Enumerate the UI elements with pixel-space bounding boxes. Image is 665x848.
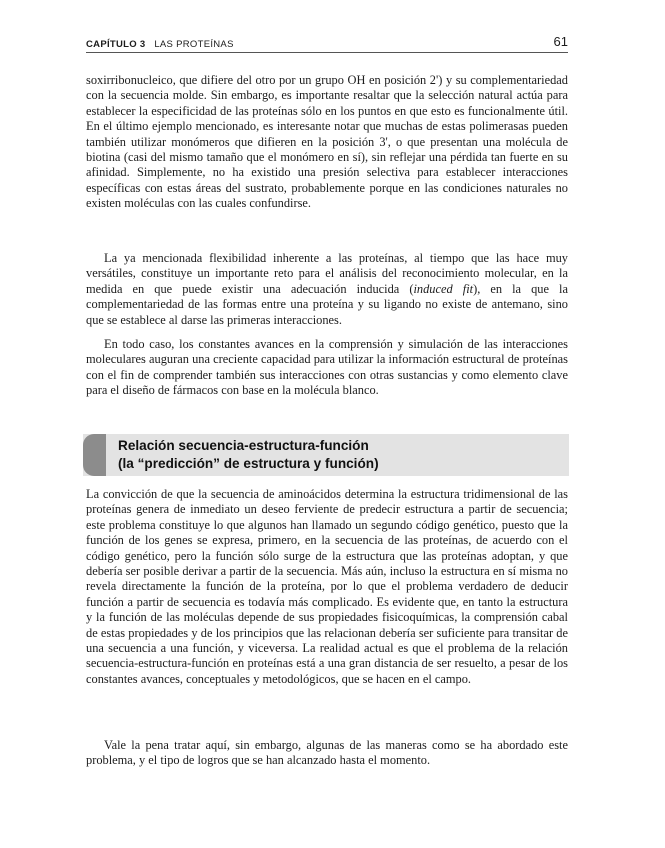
paragraph-1: soxirribonucleico, que difiere del otro por un grupo OH en posición 2') y su complementariedad con la secuencia molde. Sin embargo, es importante resaltar que la selección natural actúa para establecer la especificidad de las proteínas sólo en los puntos en que esto es funcionalmente útil. En el último ejemplo mencionado, es interesante notar que muchas de estas polimerasas pueden también utilizar monómeros que difieren en la posición 3', o que presentan una molécula de biotina (casi del mismo tamaño que el monómero en sí), sin reflejar una pérdida tan fuerte en su afinidad. Simplemente, no ha existido una presión selectiva para establecer interacciones específicas con estas áreas del sustrato, probablemente porque en las condiciones naturales no existen moléculas con las cuales confundirse. [86,73,568,211]
chapter-label: CAPÍTULO 3 [86,39,146,50]
paragraph-2-italic-term: induced fit [413,281,474,296]
section-heading [118,437,558,473]
paragraph-2 [86,251,568,328]
page-number: 61 [553,34,568,49]
paragraph-6: Vale la pena tratar aquí, sin embargo, algunas de las maneras como se ha abordado este problema, y el tipo de logros que se han alcanzado hasta el momento. [86,738,568,768]
page-header [86,32,568,53]
running-head [86,39,234,50]
section-heading-tab [83,434,106,476]
section-heading-line-1: Relación secuencia-estructura-función [118,438,369,453]
section-heading-line-2: (la “predicción” de estructura y función) [118,456,379,471]
paragraph-5: La convicción de que la secuencia de aminoácidos determina la estructura tridimensional de las proteínas genera de inmediato un deseo ferviente de predecir estructura a partir de secuencia; este problema constituye lo que algunos han llamado un segundo código genético, puesto que la función de los genes se expresa, primero, en la secuencia de las proteínas, de acuerdo con el código genético, pero la función sólo surge de la estructura que las proteínas adoptan, y que debería ser posible derivar a partir de la secuencia. Más aún, incluso la estructura en sí misma no revela directamente la función de la proteína, por lo que el problema verdadero de deducir función a partir de secuencia es todavía más complicado. Es evidente que, en tanto la estructura y la función de las moléculas depende de sus propiedades fisicoquímicas, la comprensión cabal de estas propiedades y de los principios que las relacionan debería ser suficiente para transitar de una secuencia a una función, y viceversa. La realidad actual es que el problema de la relación secuencia-estructura-función en proteínas está a una gran distancia de ser resuelto, a pesar de los constantes avances, conceptuales y metodológicos, que se hacen en el campo. [86,487,568,686]
paragraph-3: En todo caso, los constantes avances en la comprensión y simulación de las interacciones moleculares auguran una creciente capacidad para utilizar la información estructural de proteínas con el fin de comprender también sus interacciones con otras sustancias y como elemento clave para el diseño de fármacos con base en la molécula blanco. [86,337,568,398]
chapter-title: LAS PROTEÍNAS [154,39,234,50]
paragraph-2-text-b: ), en la que la complementariedad de las formas entre una proteína y su ligando no existe de antemano, sino que se establece al darse las primeras interacciones. [86,281,568,327]
paragraph-2-text-a: La ya mencionada flexibilidad inherente a las proteínas, al tiempo que las hace muy versátiles, constituye un importante reto para el análisis del reconocimiento molecular, en la medida en que puede existir una adecuación inducida ( [86,251,568,296]
